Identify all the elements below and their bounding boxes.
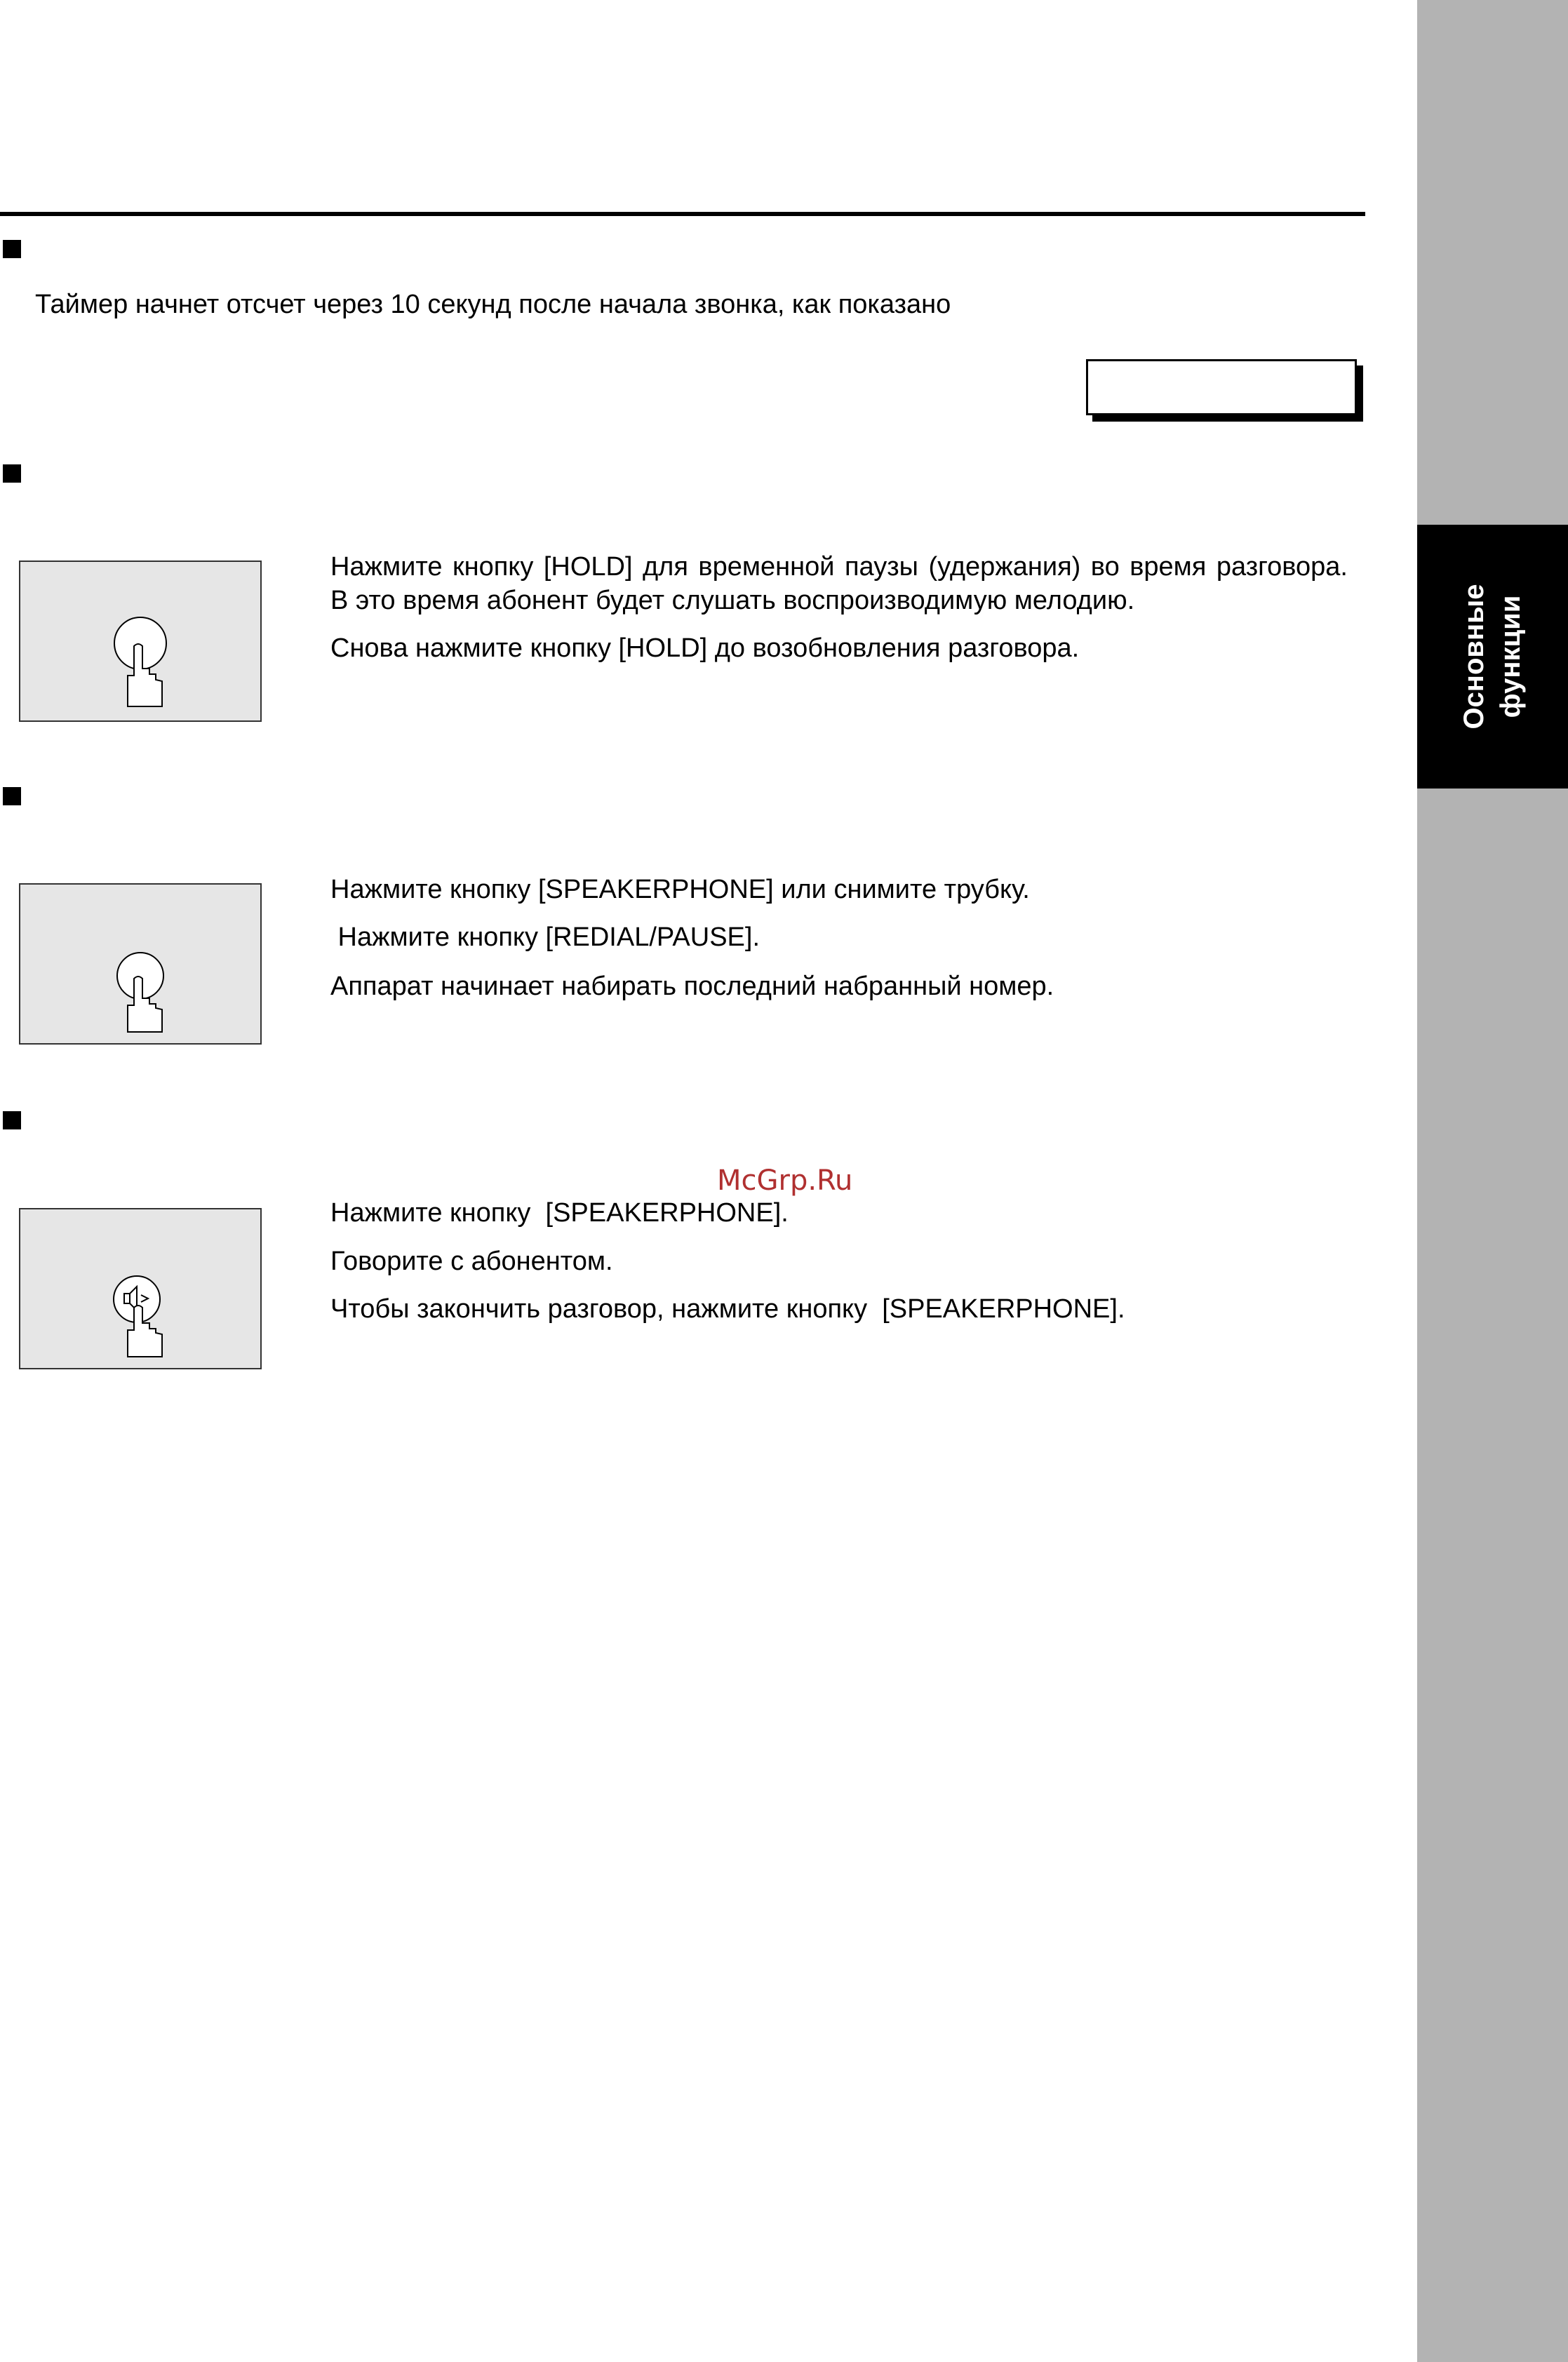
hold-instruction-2: Снова нажмите кнопку [HOLD] до возобновления разговора. — [330, 633, 1080, 663]
finger-press-button-icon — [20, 562, 260, 720]
redial-step-1: Нажмите кнопку [SPEAKERPHONE] или снимите трубку. — [330, 875, 1030, 904]
watermark: McGrp.Ru — [717, 1165, 853, 1197]
section-bullet — [3, 240, 21, 258]
finger-press-button-icon — [20, 885, 260, 1043]
intro-text: Таймер начнет отсчет через 10 секунд после начала звонка, как показано — [35, 290, 951, 319]
redial-step-2: Нажмите кнопку [REDIAL/PAUSE]. — [330, 922, 760, 952]
speakerphone-button-panel — [19, 1208, 262, 1369]
side-tab-bar — [1417, 0, 1568, 2362]
section-tab-label: Основные функции — [1459, 584, 1526, 730]
redial-button-panel — [19, 883, 262, 1045]
finger-press-speakerphone-icon — [20, 1209, 260, 1368]
hold-instruction-1: Нажмите кнопку [HOLD] для временной паузы (удержания) во время разговора. В это время абонент будет слушать воспроизводимую мелодию. — [330, 552, 1348, 615]
speaker-step-3: Чтобы закончить разговор, нажмите кнопку [SPEAKERPHONE]. — [330, 1294, 1125, 1324]
redial-step-3: Аппарат начинает набирать последний набранный номер. — [330, 972, 1054, 1001]
header-rule — [0, 212, 1365, 216]
section-bullet — [3, 1111, 21, 1129]
display-box — [1086, 359, 1357, 415]
speaker-step-1: Нажмите кнопку [SPEAKERPHONE]. — [330, 1198, 789, 1228]
section-bullet — [3, 787, 21, 805]
hold-button-panel — [19, 561, 262, 722]
section-bullet — [3, 464, 21, 483]
speaker-step-2: Говорите с абонентом. — [330, 1247, 613, 1276]
